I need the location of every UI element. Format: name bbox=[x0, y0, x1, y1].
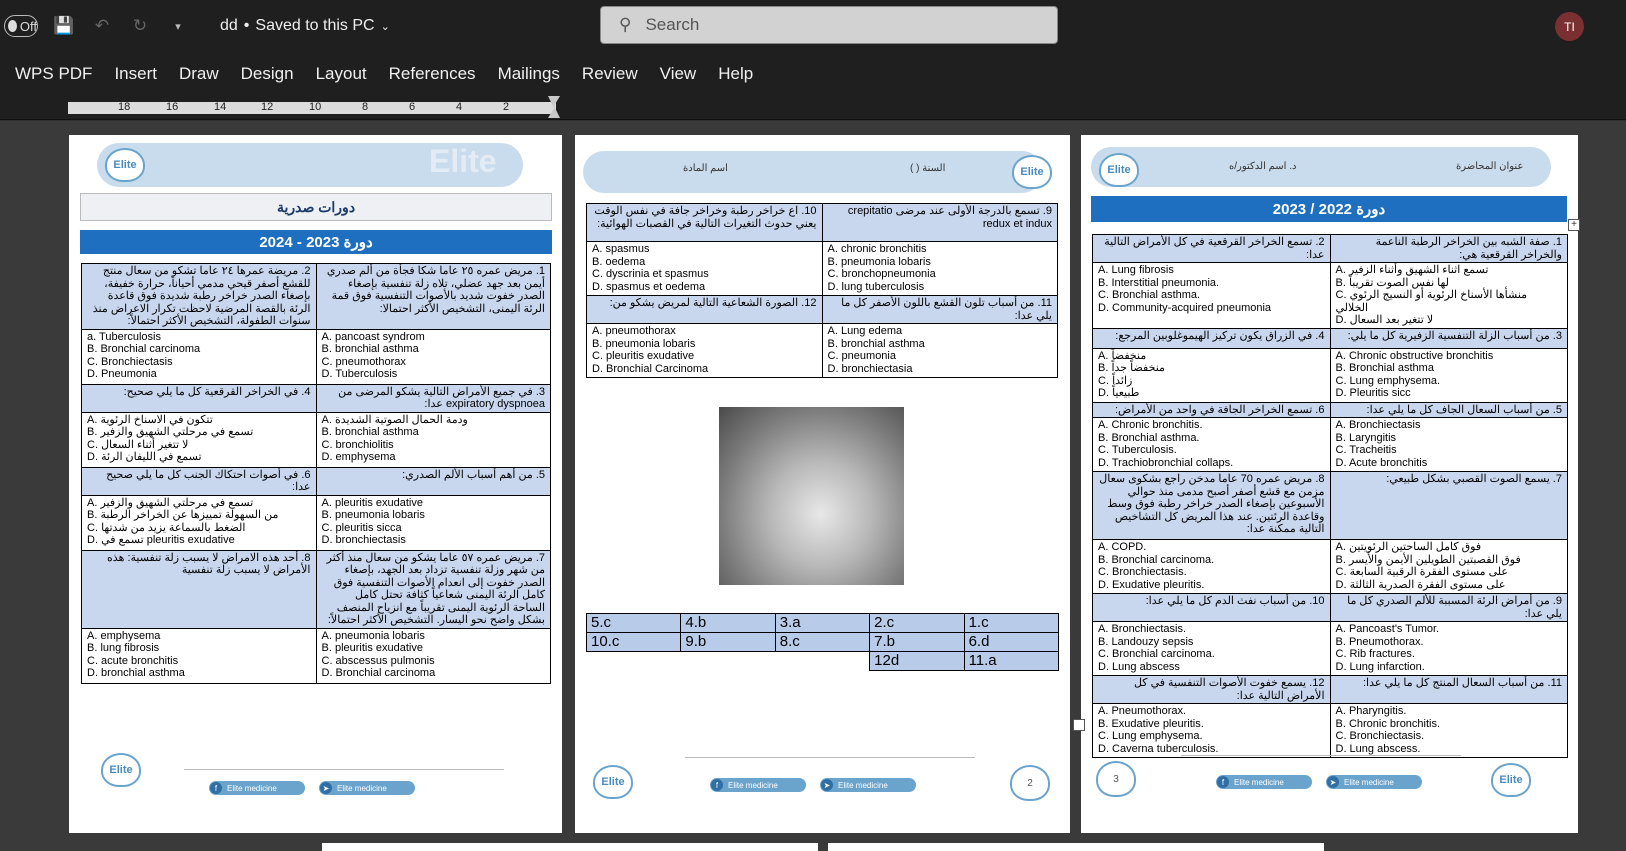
question-cell[interactable]: 1. مريض عمره ٢٥ عاما شكا فجأة من ألم صدري أيمن بعد جهد عضلي، تلاه زلة تنفسية بإصغاء الصدر خفوت شديد بالأصوات التنفسية فوق قمة الرئة اليمنى، التشخيص الأكثر احتمالا: bbox=[316, 264, 551, 330]
answer-option: B. pneumonia lobaris bbox=[321, 509, 425, 521]
elite-logo: Elite bbox=[105, 148, 145, 182]
question-cell[interactable]: 3. من أسباب الزلة التنفسية الزفيرية كل ما يلي: bbox=[1330, 328, 1568, 348]
question-cell[interactable]: 11. من أسباب السعال المنتج كل ما يلي عدا: bbox=[1330, 676, 1568, 704]
ruler-label: 18 bbox=[118, 101, 131, 113]
answer-option: B. Bronchial asthma bbox=[1335, 362, 1434, 374]
options-cell[interactable] bbox=[82, 329, 317, 384]
next-page-edge bbox=[828, 843, 1324, 851]
options-cell[interactable] bbox=[316, 495, 551, 550]
question-cell[interactable]: 10. اع خراخر رطبة وخراخر جافة في نفس الوقت يعني حدوث التغيرات التالية في القصبات الهوائية: bbox=[587, 204, 823, 242]
answer-option: D. على مستوى الفقرة الصدرية الثالثة bbox=[1335, 578, 1506, 591]
answer-option: A. pleuritis exudative bbox=[321, 496, 423, 509]
save-icon[interactable]: 💾 bbox=[53, 16, 75, 35]
answer-option: C. Lung emphysema. bbox=[1335, 374, 1441, 387]
question-cell[interactable]: 6. تسمع الخراخر الجافة في واحد من الأمراض: bbox=[1093, 402, 1331, 418]
options-cell[interactable] bbox=[1330, 418, 1568, 472]
question-cell[interactable]: 10. من أسباب نفث الدم كل ما يلي عدا: bbox=[1093, 594, 1331, 622]
options-cell[interactable] bbox=[1093, 540, 1331, 594]
answer-option: D. طبيعياً bbox=[1098, 387, 1140, 399]
answer-key-cell[interactable] bbox=[775, 652, 869, 671]
page-2 bbox=[575, 135, 1070, 833]
question-row bbox=[1093, 472, 1568, 540]
options-cell[interactable] bbox=[1330, 622, 1568, 676]
answer-option: B. pneumonia lobaris bbox=[592, 337, 696, 350]
tab-design[interactable]: Design bbox=[240, 64, 294, 83]
answer-option: D. Acute bronchitis bbox=[1335, 456, 1428, 469]
answer-option: D. لا تتغير بعد السعال bbox=[1335, 314, 1434, 326]
tab-layout[interactable]: Layout bbox=[315, 64, 367, 83]
next-page-edge bbox=[322, 843, 818, 851]
ruler-label: 12 bbox=[261, 101, 274, 113]
facebook-icon: f bbox=[210, 782, 222, 794]
options-cell[interactable] bbox=[1330, 348, 1568, 402]
options-cell[interactable] bbox=[1093, 348, 1331, 402]
chevron-down-icon: ⌄ bbox=[380, 20, 390, 33]
question-cell[interactable]: 5. من أسباب السعال الجاف كل ما يلي عدا: bbox=[1330, 402, 1568, 418]
ruler-label: 2 bbox=[503, 101, 510, 113]
answer-option: C. acute bronchitis bbox=[87, 654, 179, 667]
answer-option: A. Chronic bronchitis. bbox=[1098, 419, 1203, 431]
options-cell[interactable] bbox=[822, 324, 1058, 378]
answer-key-cell[interactable]: 11.a bbox=[964, 652, 1058, 671]
answer-option: A. pneumonia lobaris bbox=[321, 629, 425, 642]
options-cell[interactable] bbox=[1093, 263, 1331, 329]
toggle-knob bbox=[8, 20, 17, 32]
answer-key-cell[interactable]: 7.b bbox=[870, 633, 964, 652]
question-row bbox=[587, 204, 1058, 242]
answer-option: A. تسمع في مرحلتي الشهيق والزفير bbox=[87, 496, 254, 509]
answer-option: B. lung fibrosis bbox=[87, 642, 160, 654]
answer-key-row bbox=[587, 652, 1059, 671]
pill-label: Elite medicine bbox=[728, 780, 778, 790]
answer-option: B. Bronchial carcinoma bbox=[87, 343, 201, 355]
saved-status: Saved to this PC bbox=[255, 17, 375, 34]
answer-option: B. oedema bbox=[592, 255, 646, 268]
chest-xray-image bbox=[719, 407, 904, 585]
question-row bbox=[587, 296, 1058, 324]
answer-option: B. pleuritis exudative bbox=[321, 642, 423, 654]
answer-option: D. bronchial asthma bbox=[87, 667, 185, 679]
search-box[interactable] bbox=[600, 6, 1058, 44]
options-cell[interactable] bbox=[82, 412, 317, 467]
footer-logo: Elite bbox=[593, 765, 633, 799]
question-cell[interactable]: 1. صفة الشبه بين الخراخر الرطبة الناعمة والخراخر القرقعية هي: bbox=[1330, 235, 1568, 263]
question-cell[interactable]: 2. مريضة عمرها ٢٤ عاما تشكو من سعال منتج للقشع أصفر قيحي مدمي أحياناً، حرارة خفيفة، بإصغاء الصدر خراخر رطبة شديدة فوق قاعدة الرئة بالقصة المرضية لاحظت تكرار الاعراض منذ سنوات الطفولة، التشخيص الأكثر احتمالاً: bbox=[82, 264, 317, 330]
answer-option: B. bronchial asthma bbox=[827, 337, 925, 350]
answer-option: A. COPD. bbox=[1098, 541, 1147, 553]
header-year: السنة ( ) bbox=[910, 163, 946, 174]
answer-option: C. Bronchial carcinoma. bbox=[1098, 648, 1215, 660]
answer-option: A. Lung fibrosis bbox=[1098, 264, 1174, 276]
answer-option: D. spasmus et oedema bbox=[592, 280, 706, 293]
answer-option: B. Laryngitis bbox=[1335, 431, 1397, 444]
question-row bbox=[1093, 676, 1568, 704]
pill-label: Elite medicine bbox=[337, 783, 387, 793]
answer-option: D. Trachiobronchial collaps. bbox=[1098, 456, 1234, 469]
answer-option: B. Exudative pleuritis. bbox=[1098, 717, 1204, 730]
answer-option: C. Bronchial asthma. bbox=[1098, 289, 1201, 301]
options-cell[interactable] bbox=[1093, 418, 1331, 472]
answer-option: B. منخفضاً جداً bbox=[1098, 362, 1165, 374]
answer-key-row bbox=[587, 614, 1059, 633]
tab-insert[interactable]: Insert bbox=[114, 64, 157, 83]
answer-option: C. pleuritis exudative bbox=[592, 350, 695, 362]
answer-option: C. Bronchiectasis. bbox=[1335, 730, 1425, 742]
ruler-label: 14 bbox=[214, 101, 227, 113]
questions-table bbox=[1092, 234, 1568, 758]
answer-option: C. Tuberculosis. bbox=[1098, 444, 1177, 456]
header-doctor: د. اسم الدكتور/ه bbox=[1229, 161, 1297, 172]
footer-divider bbox=[184, 769, 504, 770]
pill-label: Elite medicine bbox=[838, 780, 888, 790]
options-row bbox=[1093, 622, 1568, 676]
avatar[interactable]: TI bbox=[1555, 12, 1584, 41]
options-row bbox=[587, 242, 1058, 296]
question-cell[interactable]: 2. تسمع الخراخر القرقعية في كل الأمراض التالية عدا: bbox=[1093, 235, 1331, 263]
telegram-icon: ➤ bbox=[1327, 776, 1339, 788]
question-row bbox=[82, 467, 551, 495]
pill-label: Elite medicine bbox=[1234, 777, 1284, 787]
answer-option: D. bronchiectasis bbox=[321, 534, 406, 546]
answer-option: B. Landouzy sepsis bbox=[1098, 635, 1194, 648]
elite-logo: Elite bbox=[1099, 153, 1139, 187]
options-cell[interactable] bbox=[1330, 540, 1568, 594]
options-cell[interactable] bbox=[1330, 263, 1568, 329]
ruler-label: 8 bbox=[362, 101, 369, 113]
search-placeholder: Search bbox=[645, 15, 700, 34]
question-cell[interactable]: 9. تسمع بالدرجة الأولى عند مرضى crepitatio redux et indux bbox=[822, 204, 1058, 242]
tab-review[interactable]: Review bbox=[581, 64, 638, 83]
options-row bbox=[1093, 540, 1568, 594]
header-banner bbox=[583, 151, 1043, 193]
options-cell[interactable] bbox=[316, 329, 551, 384]
options-row bbox=[587, 324, 1058, 378]
answer-option: D. تسمع في الليفان الرئة bbox=[87, 451, 202, 463]
redo-icon[interactable]: ↻ bbox=[132, 16, 148, 35]
ruler-label: 6 bbox=[409, 101, 416, 113]
answer-option: B. Bronchial carcinoma. bbox=[1098, 553, 1215, 566]
question-cell[interactable]: 9. من أمراض الرئة المسببة للألم الصدري كل ما يلي عدا: bbox=[1330, 594, 1568, 622]
answer-option: B. لها نفس الصوت تقريباً bbox=[1335, 276, 1449, 289]
question-row bbox=[82, 264, 551, 330]
answer-option: A. spasmus bbox=[592, 243, 650, 255]
ruler-label: 16 bbox=[166, 101, 179, 113]
options-row bbox=[1093, 263, 1568, 329]
answer-key-row bbox=[587, 633, 1059, 652]
horizontal-ruler[interactable] bbox=[0, 96, 1626, 120]
answer-option: C. منشأها الأسناخ الرئوية أو النسيج الرئوي الخلالي bbox=[1335, 289, 1528, 314]
question-cell[interactable]: 7. يسمع الصوت القصبي بشكل طبيعي: bbox=[1330, 472, 1568, 540]
ruler-label: 4 bbox=[456, 101, 463, 113]
question-cell[interactable]: 7. مريض عمره ٥٧ عاما يشكو من سعال منذ أكثر من شهر وزلة تنفسية تزداد بعد الجهد، بإصغاء الصدر خفوت إلى انعدام الأصوات التنفسية فوق كامل الرئة اليمنى شعاعياً كثافة تحتل كامل الساحة الرئوية اليمنى تقريباً مع انزياح المنصف بشكل واضح نحو اليسار. التشخيص الأكثر احتمالاً: bbox=[316, 550, 551, 628]
footer-divider bbox=[685, 757, 975, 758]
answer-key-cell[interactable]: 3.a bbox=[775, 614, 869, 633]
telegram-pill bbox=[1326, 775, 1422, 789]
telegram-pill bbox=[820, 778, 916, 792]
options-row bbox=[82, 329, 551, 384]
answer-option: A. Pancoast's Tumor. bbox=[1335, 623, 1440, 635]
options-cell[interactable] bbox=[82, 628, 317, 683]
question-cell[interactable]: 3. في جميع الأمراض التالية يشكو المرضى من expiratory dyspnoea عدا: bbox=[316, 384, 551, 412]
answer-option: B. pneumonia lobaris bbox=[827, 255, 931, 268]
options-row bbox=[1093, 418, 1568, 472]
options-cell[interactable] bbox=[587, 242, 823, 296]
question-cell[interactable]: 5. من أهم أسباب الألم الصدري: bbox=[316, 467, 551, 495]
tab-references[interactable]: References bbox=[388, 64, 476, 83]
options-cell[interactable] bbox=[1093, 704, 1331, 758]
tab-wps-pdf[interactable]: WPS PDF bbox=[15, 64, 93, 83]
answer-option: C. Lung emphysema. bbox=[1098, 730, 1203, 742]
options-row bbox=[82, 412, 551, 467]
telegram-icon: ➤ bbox=[821, 779, 833, 791]
options-cell[interactable] bbox=[1093, 622, 1331, 676]
answer-option: D. تسمع في pleuritis exudative bbox=[87, 534, 235, 546]
answer-key-cell[interactable]: 5.c bbox=[587, 614, 681, 633]
options-cell[interactable] bbox=[1330, 704, 1568, 758]
answer-option: B. تسمع في مرحلتي الشهيق والزفير bbox=[87, 426, 254, 438]
answer-option: C. زائداً bbox=[1098, 374, 1133, 387]
answer-option: a. Tuberculosis bbox=[87, 330, 161, 343]
question-cell[interactable]: 11. من أسباب تلون القشع باللون الأصفر كل ما يلي عدا: bbox=[822, 296, 1058, 324]
separator-dot: • bbox=[243, 17, 250, 34]
options-row bbox=[82, 495, 551, 550]
answer-option: B. bronchial asthma bbox=[321, 426, 419, 438]
elite-logo: Elite bbox=[1012, 155, 1052, 189]
answer-option: C. bronchopneumonia bbox=[827, 268, 936, 280]
answer-option: B. من السهولة تمييزها عن الخراخر الرطبة bbox=[87, 509, 279, 521]
page-title: دورات صدرية bbox=[80, 193, 552, 221]
answer-option: A. Chronic obstructive bronchitis bbox=[1335, 349, 1494, 362]
answer-option: D. Lung abscess. bbox=[1335, 742, 1421, 755]
footer-logo: Elite bbox=[101, 753, 141, 787]
answer-option: D. Bronchial Carcinoma bbox=[592, 362, 709, 375]
answer-option: C. pleuritis sicca bbox=[321, 521, 402, 534]
question-cell[interactable]: 4. في الخراخر القرقعية كل ما يلي صحيح: bbox=[82, 384, 317, 412]
answer-option: C. على مستوى الفقرة الرقبية السابعة bbox=[1335, 566, 1508, 578]
answer-option: A. ودمة الحمال الصوتية الشديدة bbox=[321, 413, 468, 426]
answer-option: A. Pneumothorax. bbox=[1098, 705, 1187, 717]
search-icon: ⚲ bbox=[619, 15, 632, 34]
tab-help[interactable]: Help bbox=[718, 64, 754, 83]
answer-option: A. تتكون في الاسناخ الرئوية bbox=[87, 413, 213, 426]
answer-option: A. فوق كامل الساحتين الرئويتين bbox=[1335, 541, 1482, 553]
questions-table bbox=[586, 203, 1058, 378]
page-number: 2 bbox=[1010, 765, 1050, 801]
answer-key-cell[interactable]: 6.d bbox=[964, 633, 1058, 652]
answer-option: C. pneumothorax bbox=[321, 355, 406, 368]
answer-option: D. Tuberculosis bbox=[321, 368, 398, 380]
answer-option: B. Interstitial pneumonia. bbox=[1098, 276, 1220, 289]
table-move-handle[interactable]: + bbox=[1568, 219, 1580, 231]
telegram-pill bbox=[319, 781, 415, 795]
facebook-icon: f bbox=[1217, 776, 1229, 788]
answer-option: D. emphysema bbox=[321, 451, 396, 463]
autosave-toggle[interactable] bbox=[4, 15, 38, 37]
question-cell[interactable]: 4. في الزراق يكون تركيز الهيموغلوبين المرجع: bbox=[1093, 328, 1331, 348]
question-cell[interactable]: 12. الصورة الشعاعية التالية لمريض يشكو من: bbox=[587, 296, 823, 324]
answer-option: C. Bronchiectasis. bbox=[1098, 566, 1187, 578]
answer-option: D. Community-acquired pneumonia bbox=[1098, 301, 1272, 314]
facebook-pill bbox=[1216, 775, 1312, 789]
header-lecture-title: عنوان المحاضرة bbox=[1456, 161, 1524, 172]
question-row bbox=[82, 550, 551, 628]
answer-option: D. Pleuritis sicc bbox=[1335, 387, 1411, 399]
question-cell[interactable]: 8. أحد هذه الامراض لا يسبب زلة تنفسية: هذه الأمراض لا يسبب زلة تنفسية bbox=[82, 550, 317, 628]
autosave-label: Off bbox=[19, 18, 37, 34]
answer-option: A. emphysema bbox=[87, 629, 161, 642]
answer-option: A. Lung edema bbox=[827, 325, 903, 337]
answer-key-cell[interactable]: 2.c bbox=[870, 614, 964, 633]
options-cell[interactable] bbox=[316, 412, 551, 467]
tab-view[interactable]: View bbox=[659, 64, 697, 83]
answer-option: D. lung tuberculosis bbox=[827, 280, 925, 293]
answer-key-cell[interactable]: 12d bbox=[870, 652, 964, 671]
answer-option: D. Caverna tuberculosis. bbox=[1098, 742, 1219, 755]
footer-divider bbox=[1181, 755, 1461, 756]
page-number: 3 bbox=[1096, 761, 1136, 797]
answer-option: C. Bronchiectasis bbox=[87, 355, 173, 368]
options-row bbox=[1093, 348, 1568, 402]
question-cell[interactable]: 6. في أصوات احتكاك الجنب كل ما يلي صحيح عدا: bbox=[82, 467, 317, 495]
header-subject: اسم المادة bbox=[683, 163, 728, 174]
document-title[interactable] bbox=[220, 17, 390, 35]
answer-option: A. Pharyngitis. bbox=[1335, 705, 1407, 717]
banner-watermark: Elite bbox=[429, 143, 497, 179]
answer-option: B. Pneumothorax. bbox=[1335, 635, 1424, 648]
options-row bbox=[1093, 704, 1568, 758]
answer-option: D. Lung abscess bbox=[1098, 660, 1180, 673]
pill-label: Elite medicine bbox=[227, 783, 277, 793]
tab-mailings[interactable]: Mailings bbox=[497, 64, 560, 83]
answer-key-cell[interactable]: 10.c bbox=[587, 633, 681, 652]
answer-option: C. bronchiolitis bbox=[321, 438, 394, 451]
answer-option: C. Tracheitis bbox=[1335, 444, 1397, 456]
document-name: dd bbox=[220, 17, 238, 34]
answer-option: B. bronchial asthma bbox=[321, 343, 419, 355]
answer-option: C. dyscrinia et spasmus bbox=[592, 268, 709, 280]
undo-icon[interactable]: ↶ bbox=[94, 16, 110, 35]
year-bar: دورة 2022 / 2023 bbox=[1091, 196, 1567, 222]
options-cell[interactable] bbox=[587, 324, 823, 378]
table-resize-handle[interactable] bbox=[1073, 719, 1085, 731]
answer-option: A. Bronchiectasis bbox=[1335, 419, 1421, 431]
answer-option: D. Bronchial carcinoma bbox=[321, 667, 436, 679]
answer-option: D. Exudative pleuritis. bbox=[1098, 578, 1205, 591]
customize-toolbar-icon[interactable]: ▾ bbox=[175, 20, 181, 33]
options-cell[interactable] bbox=[316, 628, 551, 683]
answer-option: A. pancoast syndrom bbox=[321, 330, 425, 343]
answer-option: A. تسمع اثناء الشهيق وأثناء الزفير bbox=[1335, 264, 1489, 276]
question-row bbox=[1093, 328, 1568, 348]
question-row bbox=[1093, 594, 1568, 622]
answer-option: D. bronchiectasia bbox=[827, 362, 913, 375]
question-row bbox=[82, 384, 551, 412]
ribbon-tabs bbox=[0, 52, 1626, 96]
facebook-pill bbox=[710, 778, 806, 792]
answer-option: A. منخفضاً bbox=[1098, 349, 1147, 362]
question-cell[interactable]: 8. مريض عمره 70 عاما مدخن راجع بشكوى سعال مزمن مع قشع أصفر أصبح مدمى منذ حوالي الأسبوعين بإصغاء الصدر خراخر رطبة فوق وسط وقاعدة الرئتين. عند هذا المريض كل التشاخيص التالية ممكنة عدا: bbox=[1093, 472, 1331, 540]
answer-option: A. chronic bronchitis bbox=[827, 243, 927, 255]
answer-key-cell[interactable]: 9.b bbox=[681, 633, 775, 652]
answer-key-table bbox=[586, 613, 1059, 671]
ruler-label: 10 bbox=[309, 101, 322, 113]
question-cell[interactable]: 12. يسمع خفوت الأصوات التنفسية في كل الأمراض التالية عدا: bbox=[1093, 676, 1331, 704]
footer-logo: Elite bbox=[1491, 763, 1531, 797]
title-bar bbox=[0, 0, 1626, 52]
answer-option: C. Rib fractures. bbox=[1335, 648, 1415, 660]
question-row bbox=[1093, 235, 1568, 263]
question-row bbox=[1093, 402, 1568, 418]
answer-key-cell[interactable]: 8.c bbox=[775, 633, 869, 652]
answer-key-cell[interactable]: 4.b bbox=[681, 614, 775, 633]
answer-option: C. لا تتغير أثناء السعال bbox=[87, 438, 189, 451]
pill-label: Elite medicine bbox=[1344, 777, 1394, 787]
tab-draw[interactable]: Draw bbox=[178, 64, 219, 83]
facebook-icon: f bbox=[711, 779, 723, 791]
answer-key-cell[interactable] bbox=[587, 652, 681, 671]
facebook-pill bbox=[209, 781, 305, 795]
answer-key-cell[interactable]: 1.c bbox=[964, 614, 1058, 633]
answer-option: C. abscessus pulmonis bbox=[321, 654, 435, 667]
answer-option: B. Bronchial asthma. bbox=[1098, 431, 1200, 444]
answer-option: A. pneumothorax bbox=[592, 325, 676, 337]
answer-key-cell[interactable] bbox=[681, 652, 775, 671]
document-canvas[interactable] bbox=[0, 121, 1626, 851]
answer-option: A. Bronchiectasis. bbox=[1098, 623, 1187, 635]
options-row bbox=[82, 628, 551, 683]
answer-option: C. pneumonia bbox=[827, 350, 896, 362]
page-1 bbox=[69, 135, 562, 833]
year-bar: دورة 2023 - 2024 bbox=[80, 230, 552, 254]
answer-option: C. الضغط بالسماعة يزيد من شدتها bbox=[87, 521, 246, 534]
answer-option: B. Chronic bronchitis. bbox=[1335, 717, 1441, 730]
page-3 bbox=[1081, 135, 1578, 833]
options-cell[interactable] bbox=[82, 495, 317, 550]
answer-option: D. Pneumonia bbox=[87, 368, 157, 380]
options-cell[interactable] bbox=[822, 242, 1058, 296]
telegram-icon: ➤ bbox=[320, 782, 332, 794]
answer-option: B. فوق القصبتين الطويلين الأيمن والأيسر bbox=[1335, 553, 1521, 566]
answer-option: D. Lung infarction. bbox=[1335, 660, 1425, 673]
questions-table bbox=[81, 263, 551, 684]
